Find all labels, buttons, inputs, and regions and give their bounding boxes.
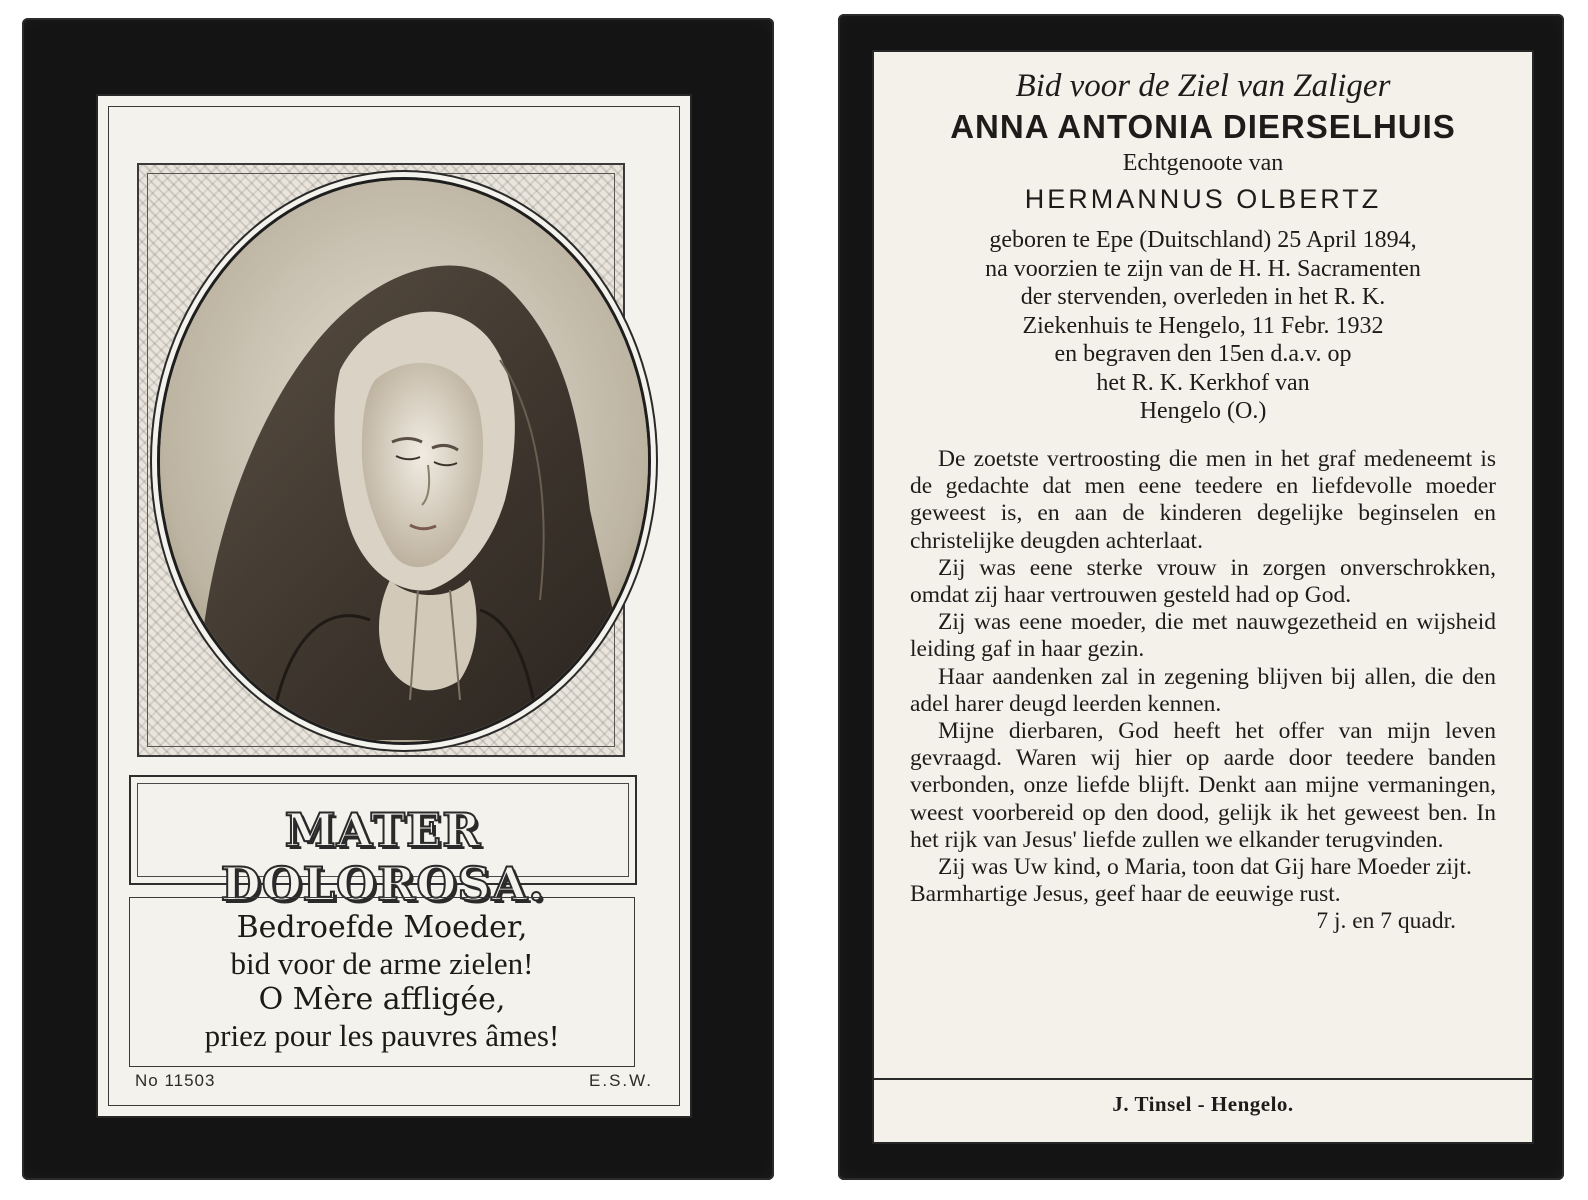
bio-line: der stervenden, overleden in het R. K. bbox=[1020, 284, 1386, 310]
front-inner-border bbox=[108, 106, 680, 1106]
printer-credit: J. Tinsel - Hengelo. bbox=[1112, 1092, 1294, 1116]
madonna-portrait-oval bbox=[157, 177, 651, 745]
deceased-name: ANNA ANTONIA DIERSELHUIS bbox=[950, 108, 1456, 145]
bio-line: Ziekenhuis te Hengelo, 11 Febr. 1932 bbox=[1022, 312, 1384, 339]
card-title: MATER DOLOROSA. bbox=[220, 803, 546, 911]
footer-divider bbox=[874, 1078, 1532, 1080]
memorial-paragraph: Zij was eene moeder, die met nauwgezetheid en wijsheid leiding gaf in haar gezin. bbox=[910, 609, 1496, 663]
mater-dolorosa-image bbox=[160, 180, 648, 742]
prayer-line-3: O Mère affligée, bbox=[258, 982, 506, 1017]
prayer-line-1: Bedroefde Moeder, bbox=[236, 910, 528, 945]
memorial-card-front bbox=[22, 18, 774, 1180]
biography-block bbox=[874, 226, 1532, 426]
bio-line: na voorzien te zijn van de H. H. Sacramenten bbox=[985, 255, 1421, 282]
bio-line: en begraven den 15en d.a.v. op bbox=[1054, 341, 1352, 367]
memorial-paragraph: De zoetste vertroosting die men in het graf medeneemt is de gedachte dat men eene teedere en liefdevolle moeder geweest is, en aan de kinderen degelijke beginselen en christelijke deugden achterlaat. bbox=[910, 446, 1496, 554]
spouse-name: HERMANNUS OLBERTZ bbox=[1024, 184, 1382, 214]
prayer-line-2: bid voor de arme zielen! bbox=[230, 946, 534, 981]
prayer-heading: Bid voor de Ziel van Zaliger bbox=[1015, 68, 1391, 104]
memorial-text bbox=[910, 446, 1496, 936]
catalog-number: No 11503 bbox=[135, 1071, 216, 1090]
memorial-paragraph: Mijne dierbaren, God heeft het offer van mijn leven gevraagd. Waren wij hier op aarde door teedere banden verbonden, onze liefde blijft. Denkt aan mijne vermaningen, weest voorbereid op den dood, gelijk ik het geweest ben. In het rijk van Jesus' liefde zullen we elkander terugvinden. bbox=[910, 718, 1496, 853]
prayer-box bbox=[129, 897, 635, 1067]
memorial-card-back bbox=[838, 14, 1564, 1180]
closing-prayer: Barmhartige Jesus, geef haar de eeuwige rust. bbox=[910, 881, 1341, 908]
spouse-intro: Echtgenoote van bbox=[1122, 150, 1284, 176]
front-panel bbox=[96, 94, 692, 1118]
memorial-paragraph: Zij was eene sterke vrouw in zorgen onverschrokken, omdat zij haar vertrouwen gesteld had op God. bbox=[910, 554, 1496, 609]
memorial-paragraph: Zij was Uw kind, o Maria, toon dat Gij hare Moeder zijt. bbox=[938, 854, 1472, 881]
prayer-line-4: priez pour les pauvres âmes! bbox=[204, 1018, 560, 1053]
publisher-mark: E.S.W. bbox=[589, 1071, 653, 1090]
bio-line: het R. K. Kerkhof van bbox=[1096, 369, 1310, 396]
memorial-paragraph: Haar aandenken zal in zegening blijven bij allen, die den adel harer deugd leerden kennen. bbox=[910, 663, 1496, 717]
bio-line: geboren te Epe (Duitschland) 25 April 1894, bbox=[989, 227, 1417, 253]
indulgence-note: 7 j. en 7 quadr. bbox=[1316, 908, 1456, 935]
back-panel bbox=[872, 50, 1534, 1144]
bio-line: Hengelo (O.) bbox=[1139, 398, 1267, 424]
title-box bbox=[129, 775, 637, 911]
